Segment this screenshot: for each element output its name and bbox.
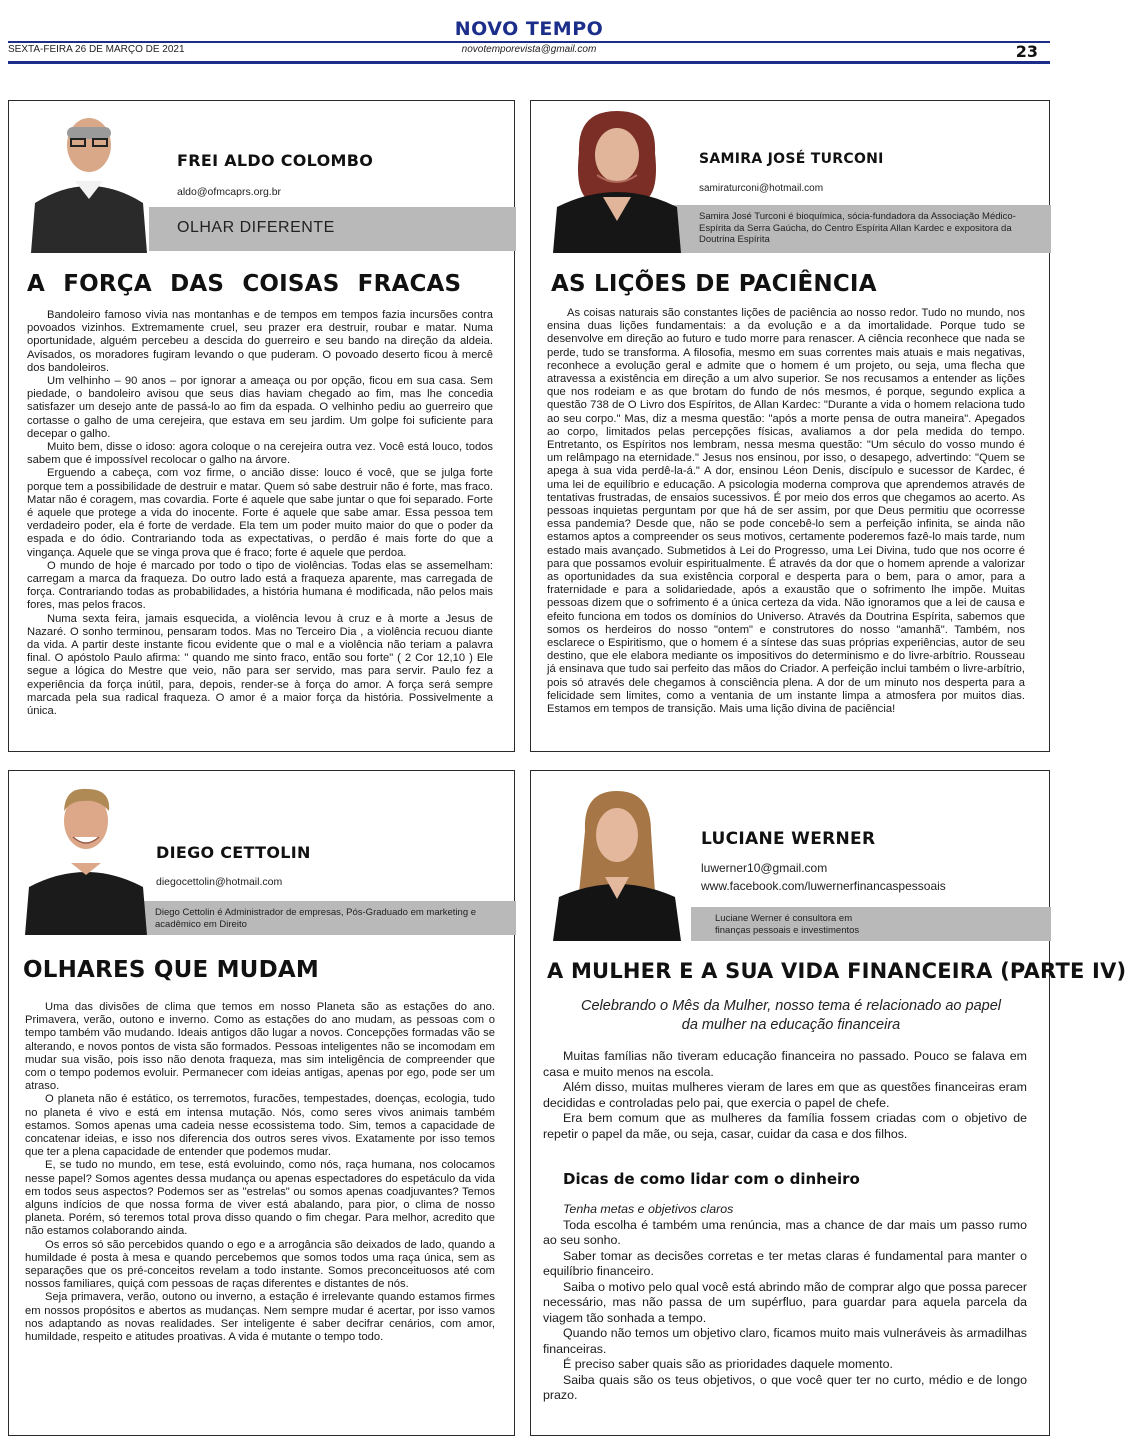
author-photo — [547, 103, 687, 253]
paragraph: O mundo de hoje é marcado por todo o tipo de violências. Todas elas se assemelham: carregam a marca da fraqueza. Do outro lado está a fraqueza aparente, mas carregada de força. Contrariando todas as probabilidades, a história humana é modificada, não pelos mais fores, mas pelos fracos. — [27, 559, 493, 612]
tip-paragraph: É preciso saber quais são as prioridades daquele momento. — [563, 1357, 893, 1371]
bio-bar — [671, 205, 1051, 253]
article-body — [27, 309, 493, 718]
article-samira — [530, 100, 1050, 752]
paragraph: O planeta não é estático, os terremotos, furacões, tempestades, doenças, ecologia, tudo no planeta é vivo e está em intensa mutação. Nós, como seres vivos animais também estamos. Somos apenas uma cadeia nesse ecossistema todo. Sim, temos a capacidade de concatenar ideias, e isso nos diferencia dos outros seres vivos. Exatamente por isso temos que ter a plena capacidade de entender que podemos mudar. — [25, 1093, 495, 1159]
paragraph: E, se tudo no mundo, em tese, está evoluindo, como nós, raça humana, nos colocamos nesse papel? Somos agentes dessa mudança ou apenas espectadores do espetáculo da vida em todos seus aspectos? Podemos ser as "estrelas" ou somos apenas coadjuvantes? Temos alguns indícios de que nossa forma de viver está abalando, para pior, o clima de nosso planeta. Porém, só teremos total prova disso quando o fim chegar. Para melhor, acredito que não estamos colaborando ainda. — [25, 1159, 495, 1238]
paragraph: As coisas naturais são constantes lições de paciência ao nosso redor. Tudo no mundo, nos ensina duas lições fundamentais: a da evolução e a da imortalidade. Porque tudo se desenvolve em direção ao futuro e tudo morre para renascer. A ciência reconhece que nada se perde, tudo se transforma. A filosofia, mesmo em suas correntes mais atuais e mais negativas, reconhece a evolução geral e admite que o homem é um projeto, ou seja, uma flecha que atravessa a existência em direção a um alvo superior. Se nos recusamos a entender as lições que nos rodeiam e as que brotam do fundo de nós mesmos, é porque, segundo explica a questão 738 de O Livro dos Espíritos, de Allan Kardec: "Durante a vida o homem relaciona tudo ao seu corpo." Mas, diz a mesma questão: "após a morte pensa de outra maneira". Apegados ao corpo, limitados pelas percepções físicas, avaliamos a dor pela medida do tempo. Entretanto, os Espíritos nos lembram, nessa mesma questão: "Um século do vosso mundo é um relâmpago na eternidade." Jesus nos ensinou, por isso, o desapego, advertindo: "Quem se apega à sua vida perdê-la-á." A dor, ensinou Léon Denis, discípulo e sucessor de Kardec, é uma lei de equilíbrio e educação. A psicologia moderna comprova que aprendemos através de tentativas frustradas, de ensaios sucessivos. É por meio dos erros que chegamos ao acerto. As pessoas inquietas perguntam por que há de ser assim, por que Deus permitiu que ocorresse essa pandemia? Desde que, não se pode concebê-lo sem a perfeição infinita, se ainda não estamos aptos a compreender os seus motivos, certamente poderemos fazê-lo mais tarde, num estado mais avançado. Submetidos à Lei do Progresso, uma Lei Divina, tudo que nos ocorre é para que possamos evoluir espiritualmente. É através da dor que o homem aprende a valorizar as oportunidades da sua existência corporal e desperta para o bem, para o amor, para a fraternidade e para a solidariedade, após a exaustão que o sofrimento lhe impõe. Muitas pessoas dizem que o sofrimento é a única certeza da vida. Não ignoramos que a lei de causa e efeito funciona em todos os domínios do Universo. Através da Doutrina Espírita, sabemos que somos os herdeiros do nosso "ontem" e construtores do nosso "amanhã". Também, nos esclarece o Espiritismo, que o homem é a síntese das suas próprias experiências, autor de seu destino, que ele elabora mediante os impositivos do determinismo e do livre-arbítrio. Rousseau já ensinava que tudo sai perfeito das mãos do Criador. A perfeição inclui também o livre-arbítrio, pois só através dele chegamos à consciência plena. A dor de um minuto nos desperta para a felicidade sem limites, como a ventania de um instante limpa a atmosfera por muitos dias. Estamos em tempos de transição. Mais uma lição divina de paciência! — [547, 307, 1025, 716]
newspaper-title: NOVO TEMPO — [454, 18, 604, 40]
tip-paragraph: Saiba o motivo pelo qual você está abrindo mão de comprar algo que possa parecer necessário, mas não passa de um supérfluo, para guardar para aquela parcela da viagem tão sonhada a tempo. — [543, 1279, 1027, 1325]
article-headline: A FORÇA DAS COISAS FRACAS — [27, 271, 462, 297]
author-email: aldo@ofmcaprs.org.br — [177, 186, 282, 198]
issue-date: SEXTA-FEIRA 26 DE MARÇO DE 2021 — [8, 44, 185, 55]
bio-bar — [141, 901, 516, 935]
paragraph: Numa sexta feira, jamais esquecida, a violência levou à cruz e à morte a Jesus de Nazaré. O sonho terminou, pensaram todos. Mas no Terceiro Dia , a violência recuou diante da vida. A partir deste instante ficou evidente que o mal e a violência não teriam a palavra final. O apóstolo Paulo afirma: " quando me sinto fraco, então sou forte" ( 2 Cor 12,10 ) Ele segue a lógica do Mestre que veio, não para ser servido, mas para servir. Paulo fez a experiência da força inútil, para, depois, render-se à força do amor. A força será sempre marcada pela sua radical fraqueza. O amor é a maior força da história. Possivelmente a única. — [27, 612, 493, 718]
page-number: 23 — [1015, 42, 1038, 61]
author-email: diegocettolin@hotmail.com — [156, 876, 283, 888]
article-frei — [8, 100, 515, 752]
tip-paragraph: Saiba quais são os teus objetivos, o que você quer ter no curto, médio e de longo prazo. — [543, 1372, 1027, 1402]
article-diego — [8, 770, 515, 1436]
article-headline: OLHARES QUE MUDAM — [23, 957, 319, 983]
author-photo — [547, 781, 687, 941]
paragraph: Era bem comum que as mulheres da família fossem criadas com o objetivo de repetir o papel da mãe, ou seja, casar, cuidar da casa e dos filhos. — [543, 1111, 1027, 1141]
paragraph: Além disso, muitas mulheres vieram de lares em que as questões financeiras eram decididas e controladas pelo pai, que exercia o papel de chefe. — [543, 1080, 1027, 1110]
author-bio: Diego Cettolin é Administrador de empresas, Pós-Graduado em marketing e acadêmico em Direito — [155, 907, 477, 930]
article-headline: AS LIÇÕES DE PACIÊNCIA — [551, 271, 877, 297]
section-tagline: Tenha metas e objetivos claros — [563, 1202, 734, 1216]
article-body — [547, 307, 1025, 716]
author-photo — [23, 103, 155, 253]
paragraph: Uma das divisões de clima que temos em nosso Planeta são as estações do ano. Primavera, verão, outono e inverno. Como as estações do ano mudam, as pessoas com o tempo também vão mudando. Ideais antigos dão lugar a novos. Concepções formadas vão se alterando, e novos pontos de vista são formados. Pessoas inteligentes não se incomodam em mudar sua visão, pois isso não denota fraqueza, mas sim inteligência de compreender que com o tempo podemos evoluir. Permanecer com ideias antigas, apenas por ego, pode ser um atraso. — [25, 1001, 495, 1093]
article-body — [25, 1001, 495, 1344]
paragraph: Erguendo a cabeça, com voz firme, o ancião disse: louco é você, que se julga forte porque tem a possibilidade de destruir e matar. Quem só sabe destruir não é forte, mas fraco. Matar não é coragem, mas covardia. Forte é aquele que sabe juntar o que foi separado. Forte é aquele que protege a vida do inocente. Forte é aquele que sabe amar. Essa pessoa tem verdadeiro poder, ela é forte de verdade. Ela tem um poder muito maior do que o poder da espada e do ódio. Contrariando toda as expectativas, o perdão é mais forte do que a vingança. Aquele que se vinga prova que é fraco; forte é aquele que perdoa. — [27, 467, 493, 559]
newspaper-email: novotemporevista@gmail.com — [461, 44, 597, 55]
author-email: luwerner10@gmail.com — [701, 861, 828, 875]
paragraph: Muitas famílias não tiveram educação financeira no passado. Pouco se falava em casa e muito menos na escola. — [543, 1049, 1027, 1079]
article-lead: Celebrando o Mês da Mulher, nosso tema é relacionado ao papel da mulher na educação financeira — [581, 998, 1001, 1033]
author-name: FREI ALDO COLOMBO — [177, 151, 374, 170]
bio-bar — [691, 907, 1051, 941]
article-luciane — [530, 770, 1126, 1436]
article-body — [543, 1049, 1027, 1404]
author-facebook: www.facebook.com/luwernerfinancaspessoais — [701, 879, 946, 893]
author-bio: Samira José Turconi é bioquímica, sócia-fundadora da Associação Médico-Espírita da Serra Gaúcha, do Centro Espírita Allan Kardec e expositora da Doutrina Espírita — [699, 211, 1016, 245]
tip-paragraph: Toda escolha é também uma renúncia, mas a chance de dar mais um passo rumo ao seu sonho. — [543, 1217, 1027, 1247]
paragraph: Seja primavera, verão, outono ou inverno, a estação é irrelevante quando estamos firmes em nossos propósitos e abertos as mudanças. Nem sempre mudar é acertar, por isso vamos nos adaptando as novas realidades. Ser inteligente é saber decifrar cenários, com amor, humildade, respeito e atitudes proativas. A vida é mutante o tempo todo. — [25, 1291, 495, 1344]
author-name: DIEGO CETTOLIN — [156, 843, 311, 862]
paragraph: Os erros só são percebidos quando o ego e a arrogância são deixados de lado, quando a humildade é posta à mesa e quando percebemos que somos todos uma raça única, sem as separações que os pré-conceitos revelam a todo instante. Somos preconceituosos até com nossos familiares, quiçá com pessoas de raças diferentes e distantes de nós. — [25, 1238, 495, 1291]
masthead — [0, 0, 1058, 70]
paragraph: Muito bem, disse o idoso: agora coloque o na cerejeira outra vez. Você está louco, todos sabem que é impossível recolocar o galho na árvore. — [27, 441, 493, 467]
tip-paragraph: Saber tomar as decisões corretas e ter metas claras é fundamental para manter o equilíbrio financeiro. — [543, 1248, 1027, 1278]
author-name: LUCIANE WERNER — [701, 829, 876, 849]
author-name: SAMIRA JOSÉ TURCONI — [699, 151, 884, 167]
author-photo — [21, 777, 151, 935]
author-bio: Luciane Werner é consultora em finanças pessoais e investimentos — [715, 913, 860, 936]
column-name: OLHAR DIFERENTE — [177, 219, 335, 236]
article-headline: A MULHER E A SUA VIDA FINANCEIRA (PARTE IV) — [547, 959, 1126, 983]
masthead-rule-bottom — [8, 61, 1050, 64]
section-subheading: Dicas de como lidar com o dinheiro — [563, 1170, 860, 1188]
masthead-rule-top — [8, 41, 1050, 43]
paragraph: Bandoleiro famoso vivia nas montanhas e de tempos em tempos fazia incursões contra povoados vizinhos. Extremamente cruel, seu prazer era destruir, roubar e matar. Numa oportunidade, alguém percebeu a descida do guerreiro e seu bando na direção da aldeia. Avisados, os moradores fugiram levando o que puderam. O povoado deserto ficou à mercê dos bandoleiros. — [27, 309, 493, 374]
tip-paragraph: Quando não temos um objetivo claro, ficamos muito mais vulneráveis às armadilhas financeiras. — [543, 1326, 1027, 1356]
paragraph: Um velhinho – 90 anos – por ignorar a ameaça ou por opção, ficou em sua casa. Sem piedade, o bandoleiro avisou que seus dias haviam chegado ao fim, mas lhe concedia satisfazer um desejo ante de passá-lo ao fim da espada. O velhinho pediu ao guerreiro que cortasse o galho de uma cerejeira, que estava em seu jardim. Um golpe foi suficiente para decepar o galho. — [27, 375, 493, 440]
author-email: samiraturconi@hotmail.com — [699, 183, 824, 194]
